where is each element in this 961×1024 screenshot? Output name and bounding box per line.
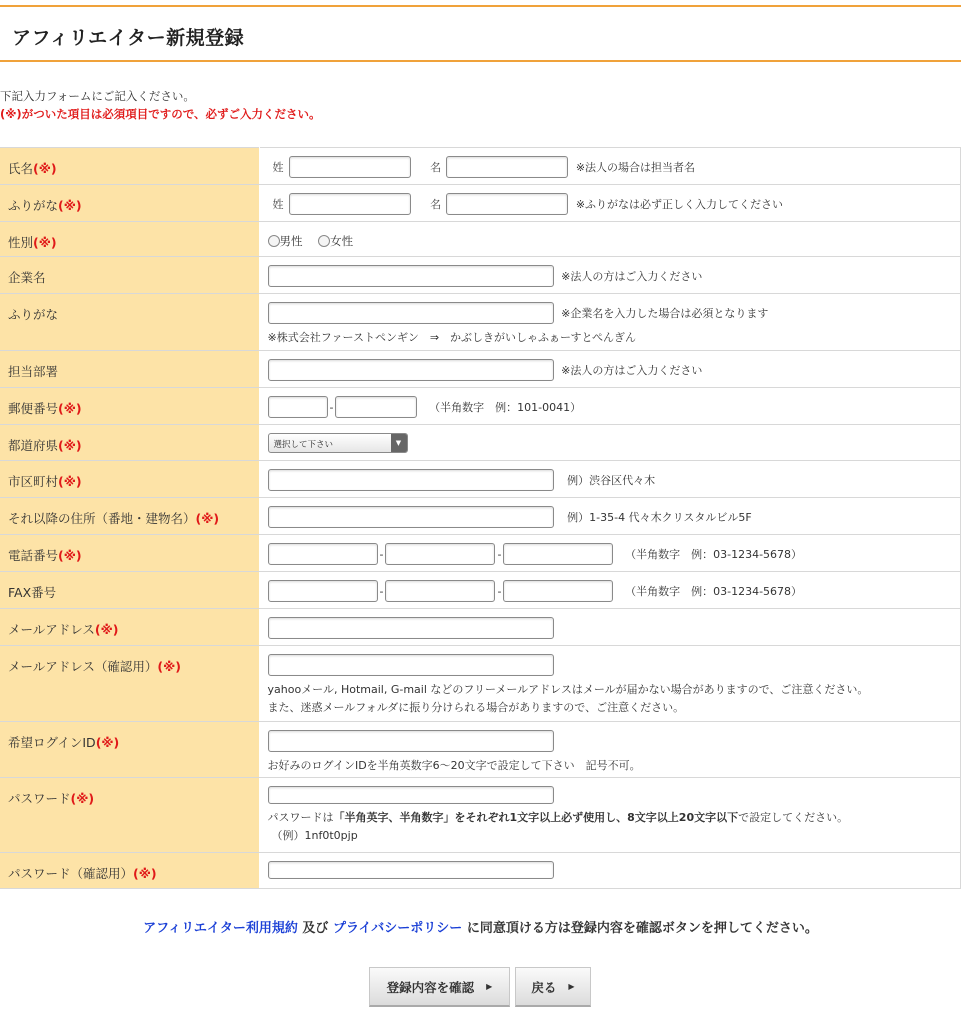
company-input[interactable] [268, 265, 554, 287]
company-note: ※法人の方はご入力ください [561, 270, 703, 283]
mei-label: 名 [430, 161, 442, 174]
agreement-suffix: に同意頂ける方は登録内容を確認ボタンを押してください。 [462, 921, 818, 936]
label-password-confirm: パスワード（確認用）(※) [0, 853, 259, 889]
label-email: メールアドレス(※) [0, 609, 259, 646]
fax-dash: - [379, 584, 384, 598]
password-input[interactable] [268, 786, 554, 804]
privacy-policy-link[interactable]: プライバシーポリシー [332, 921, 463, 936]
chevron-down-icon: ▼ [391, 434, 407, 452]
department-note: ※法人の方はご入力ください [561, 364, 703, 377]
label-department: 担当部署 [0, 351, 259, 388]
name-note: ※法人の場合は担当者名 [575, 161, 696, 174]
required-note: (※)がついた項目は必須項目ですので、必ずご入力ください。 [0, 107, 321, 121]
row-login-id [0, 722, 961, 778]
label-login-id: 希望ログインID(※) [0, 722, 259, 778]
triangle-right-icon: ▶ [568, 982, 575, 991]
zip-dash: - [329, 400, 334, 414]
phone-dash: - [379, 547, 384, 561]
zip-note: （半角数字 例：101-0041） [429, 401, 582, 414]
zip-first-input[interactable] [268, 396, 328, 418]
first-name-input[interactable] [446, 156, 568, 178]
confirm-button[interactable] [369, 967, 510, 1007]
back-button[interactable] [515, 967, 591, 1007]
agreement-and: 及び [297, 921, 333, 936]
row-password-confirm [0, 853, 961, 889]
row-furigana [0, 185, 961, 222]
intro-line: 下記入力フォームにご記入ください。 [0, 89, 195, 103]
phone-first-input[interactable] [268, 543, 378, 565]
row-company-kana [0, 294, 961, 351]
address-note: 例）1-35-4 代々木クリスタルビル5F [567, 511, 752, 524]
label-email-confirm: メールアドレス（確認用）(※) [0, 646, 259, 722]
prefecture-select[interactable]: 選択して下さい ▼ [268, 433, 408, 453]
login-id-note: お好みのログインIDを半角英数字6～20文字で設定して下さい 記号不可。 [267, 759, 641, 772]
first-name-kana-input[interactable] [446, 193, 568, 215]
confirm-button-label: 登録内容を確認 [386, 979, 475, 995]
label-company-kana: ふりがな [0, 294, 259, 351]
row-address [0, 498, 961, 535]
furigana-note: ※ふりがなは必ず正しく入力してください [575, 198, 784, 211]
mei-kana-label: 名 [430, 198, 442, 211]
password-example: （例）1nf0t0pjp [271, 829, 358, 842]
row-city [0, 461, 961, 498]
sei-kana-label: 姓 [272, 198, 284, 211]
email-confirm-input[interactable] [268, 654, 554, 676]
agreement-text [0, 917, 961, 936]
company-kana-example: ※株式会社ファーストペンギン ⇒ かぶしきがいしゃふぁーすとぺんぎん [267, 331, 637, 344]
label-name: 氏名(※) [0, 148, 259, 185]
registration-form [0, 147, 961, 889]
row-zip [0, 388, 961, 425]
row-email-confirm [0, 646, 961, 722]
back-button-label: 戻る [531, 979, 557, 995]
terms-link[interactable]: アフィリエイター利用規約 [143, 921, 298, 936]
label-phone: 電話番号(※) [0, 535, 259, 572]
login-id-input[interactable] [268, 730, 554, 752]
label-gender: 性別(※) [0, 222, 259, 257]
company-kana-note: ※企業名を入力した場合は必須となります [561, 307, 769, 320]
label-city: 市区町村(※) [0, 461, 259, 498]
last-name-kana-input[interactable] [289, 193, 411, 215]
fax-third-input[interactable] [503, 580, 613, 602]
password-note: パスワードは「半角英字、半角数字」をそれぞれ1文字以上必ず使用し、8文字以上20文字以下で設定してください。 [267, 811, 849, 824]
label-zip: 郵便番号(※) [0, 388, 259, 425]
page-header [0, 5, 961, 62]
intro-text [0, 87, 320, 123]
phone-second-input[interactable] [385, 543, 495, 565]
gender-female-radio[interactable] [318, 235, 330, 247]
password-confirm-input[interactable] [268, 861, 554, 879]
label-fax: FAX番号 [0, 572, 259, 609]
label-prefecture: 都道府県(※) [0, 425, 259, 461]
fax-dash: - [497, 584, 502, 598]
row-gender [0, 222, 961, 257]
row-fax [0, 572, 961, 609]
email-input[interactable] [268, 617, 554, 639]
gender-female-label: 女性 [330, 234, 354, 248]
row-name [0, 148, 961, 185]
city-note: 例）渋谷区代々木 [567, 474, 656, 487]
fax-first-input[interactable] [268, 580, 378, 602]
fax-second-input[interactable] [385, 580, 495, 602]
row-prefecture [0, 425, 961, 461]
page-title: アフィリエイター新規登録 [12, 27, 245, 49]
triangle-right-icon: ▶ [486, 982, 493, 991]
email-note-1: yahooメール, Hotmail, G-mail などのフリーメールアドレスはメールが届かない場合がありますので、ご注意ください。 [267, 683, 869, 696]
city-input[interactable] [268, 469, 554, 491]
label-company: 企業名 [0, 257, 259, 294]
email-note-2: また、迷惑メールフォルダに振り分けられる場合がありますので、ご注意ください。 [267, 701, 685, 714]
gender-male-radio[interactable] [268, 235, 280, 247]
zip-second-input[interactable] [335, 396, 417, 418]
fax-note: （半角数字 例：03-1234-5678） [625, 585, 803, 598]
phone-third-input[interactable] [503, 543, 613, 565]
row-phone [0, 535, 961, 572]
row-email [0, 609, 961, 646]
row-company [0, 257, 961, 294]
department-input[interactable] [268, 359, 554, 381]
row-password [0, 778, 961, 853]
label-address: それ以降の住所（番地・建物名）(※) [0, 498, 259, 535]
sei-label: 姓 [272, 161, 284, 174]
address-input[interactable] [268, 506, 554, 528]
phone-note: （半角数字 例：03-1234-5678） [625, 548, 803, 561]
company-kana-input[interactable] [268, 302, 554, 324]
row-department [0, 351, 961, 388]
phone-dash: - [497, 547, 502, 561]
label-furigana: ふりがな(※) [0, 185, 259, 222]
last-name-input[interactable] [289, 156, 411, 178]
gender-male-label: 男性 [279, 234, 303, 248]
label-password: パスワード(※) [0, 778, 259, 853]
